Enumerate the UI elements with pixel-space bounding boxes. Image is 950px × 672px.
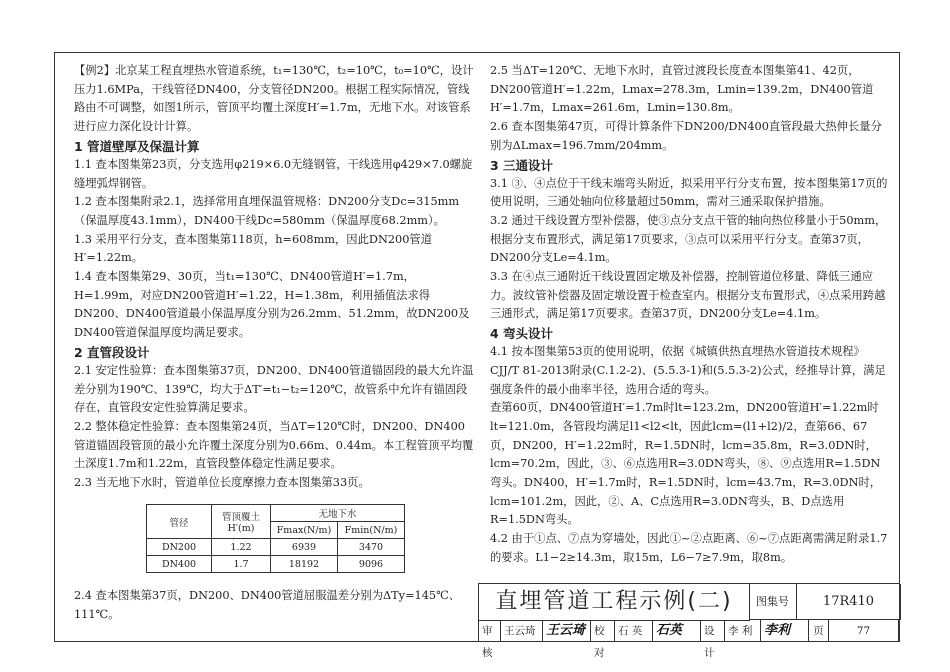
section-3-heading: 3 三通设计 (490, 157, 554, 173)
example-intro: 【例2】北京某工程直埋热水管道系统，t₁=130℃，t₂=10℃，t₀=10℃，设计压力1.6MPa，干线管径DN400，分支管径DN200。根据工程实际情况，管线路由不可调整，如图1所示，管顶平均覆土深度H′=1.7m，无地下水。对该管系进行应力深化设计计算。 (74, 64, 474, 134)
para-3-3: 3.3 在④点三通附近干线设置固定墩及补偿器，控制管道位移量、降低三通应力。波纹管补偿器及固定墩设置于检查室内。根据分支布置形式，④点采用跨越三通形式，满足第17页要求。查第37页，DN200分支Le=4.1m。 (490, 270, 886, 321)
cell-h: 1.22 (212, 539, 271, 556)
reviewer-signature: 王云琦 (543, 620, 591, 642)
checker-name: 石 英 (615, 620, 653, 642)
reviewer-name: 王云琦 (501, 620, 543, 642)
para-1-1: 1.1 查本图集第23页，分支选用φ219×6.0无缝钢管，干线选用φ429×7.0螺旋缝埋弧焊钢管。 (74, 157, 473, 190)
section-4-heading: 4 弯头设计 (490, 326, 554, 342)
checker-signature: 石英 (653, 620, 701, 642)
atlas-label: 图集号 (749, 584, 797, 620)
review-label: 审核 (479, 620, 501, 642)
table-row (147, 539, 405, 556)
th-nowater: 无地下水 (271, 505, 405, 522)
title-block (478, 583, 900, 659)
drawing-title: 直埋管道工程示例(二) (479, 584, 750, 621)
right-column (490, 62, 888, 568)
page-number: 77 (829, 620, 899, 642)
section-2-heading: 2 直管段设计 (74, 344, 150, 360)
cell-fmax: 6939 (271, 539, 338, 556)
para-1-2: 1.2 查本图集附录2.1，选择常用直埋保温管规格：DN200分支Dc=315mm（保温厚度43.1mm），DN400干线Dc=580mm（保温厚度68.2mm）。 (74, 195, 460, 227)
para-1-3: 1.3 采用平行分支，查本图集第118页，h=608mm，因此DN200管道H′=1.22m。 (74, 232, 432, 265)
para-4-1: 4.1 按本图集第53页的使用说明，依据《城镇供热直埋热水管道技术规程》CJJ/T 81-2013附录(C.1.2-2)、(5.5.3-1)和(5.5.3-2)公式，经推导计算，满足强度条件的最小曲率半径，选用合适的弯头。 (490, 345, 886, 396)
page-label: 页 (809, 620, 829, 642)
cell-fmax: 18192 (271, 556, 338, 573)
cell-fmin: 9096 (338, 556, 405, 573)
cell-fmin: 3470 (338, 539, 405, 556)
section-1-heading: 1 管道壁厚及保温计算 (74, 138, 200, 154)
para-2-3: 2.3 当无地下水时，管道单位长度摩擦力查本图集第33页。 (74, 476, 370, 490)
th-pipe: 管径 (147, 505, 212, 539)
th-fmax: Fmax(N/m) (271, 522, 338, 539)
cell-h: 1.7 (212, 556, 271, 573)
para-3-1: 3.1 ③、④点位于干线末端弯头附近，拟采用平行分支布置，按本图集第17页的使用说明，三通处轴向位移量超过50mm，需对三通采取保护措施。 (490, 176, 888, 209)
para-3-2: 3.2 通过干线设置方型补偿器，使③点分支点干管的轴向热位移量小于50mm，根据分支布置形式，满足第17页要求，③点可以采用平行分支。查第37页，DN200分支Le=4.1m。 (490, 213, 887, 265)
para-4-3: 4.2 由于①点、⑦点为穿墙处，因此①~②点距离、⑥~⑦点距离需满足附录1.7的要求。L1−2≥14.3m，取15m，L6−7≥7.9m，取8m。 (490, 532, 888, 564)
th-fmin: Fmin(N/m) (338, 522, 405, 539)
check-label: 校对 (591, 620, 615, 642)
atlas-number: 17R410 (797, 584, 901, 620)
left-column (74, 62, 474, 493)
signature-row (479, 620, 899, 659)
para-2-1: 2.1 安定性验算：查本图集第37页，DN200、DN400管道锚固段的最大允许温差分别为190℃、139℃，均大于ΔT′=t₁−t₂=120℃，故管系中允许有锚固段存在，直管段安定性验算满足要求。 (74, 363, 474, 415)
para-2-4: 2.4 查本图集第37页，DN200、DN400管道屈服温差分别为ΔTy=145℃、111℃。 (74, 589, 461, 621)
para-2-5: 2.5 当ΔT=120℃、无地下水时，直管过渡段长度查本图集第41、42页，DN200管道H′=1.22m，Lmax=278.3m，Lmin=139.2m，DN400管道H′=1.7m，Lmax=261.6m，Lmin=130.8m。 (490, 64, 874, 115)
friction-table (146, 504, 405, 573)
para-2-6: 2.6 查本图集第47页，可得计算条件下DN200/DN400直管段最大热伸长量分别为ΔLmax=196.7mm/204mm。 (490, 120, 882, 152)
cell-pipe: DN200 (147, 539, 212, 556)
para-1-4: 1.4 查本图集第29、30页，当t₁=130℃、DN400管道H′=1.7m，H=1.99m，对应DN200管道H′=1.22，H=1.38m，利用插值法求得DN200、DN400管道最小保温厚度分别为26.2mm、51.2mm，故DN200及DN400管道保温厚度均满足要求。 (74, 270, 470, 340)
designer-name: 李 利 (725, 620, 761, 642)
table-row (147, 556, 405, 573)
para-2-2: 2.2 整体稳定性验算：查本图集第24页，当ΔT=120℃时，DN200、DN400管道锚固段管顶的最小允许覆土深度分别为0.66m、0.44m。本工程管顶平均覆土深度1.7m和1.22m，直管段整体稳定性满足要求。 (74, 419, 474, 471)
cell-pipe: DN400 (147, 556, 212, 573)
design-label: 设计 (701, 620, 725, 642)
para-4-2: 查第60页，DN400管道H′=1.7m时lt=123.2m，DN200管道H′=1.22m时lt=121.0m，各管段均满足l1<l2<lt，因此lcm=(l1+l2)/2，查第66、67页，DN200，H′=1.22m时，R=1.5DN时，lcm=35.8m，R=3.0DN时，lcm=70.2m，因此，③、⑥点选用R=3.0DN弯头，⑧、⑨点选用R=1.5DN弯头。DN400，H′=1.7m时，R=1.5DN时，lcm=43.7m，R=3.0DN时，lcm=101.2m，因此，②、A、C点选用R=3.0DN弯头，B、D点选用R=1.5DN弯头。 (490, 401, 882, 527)
th-cover: 管顶覆土 H′(m) (212, 505, 271, 539)
designer-signature: 李利 (761, 620, 809, 642)
